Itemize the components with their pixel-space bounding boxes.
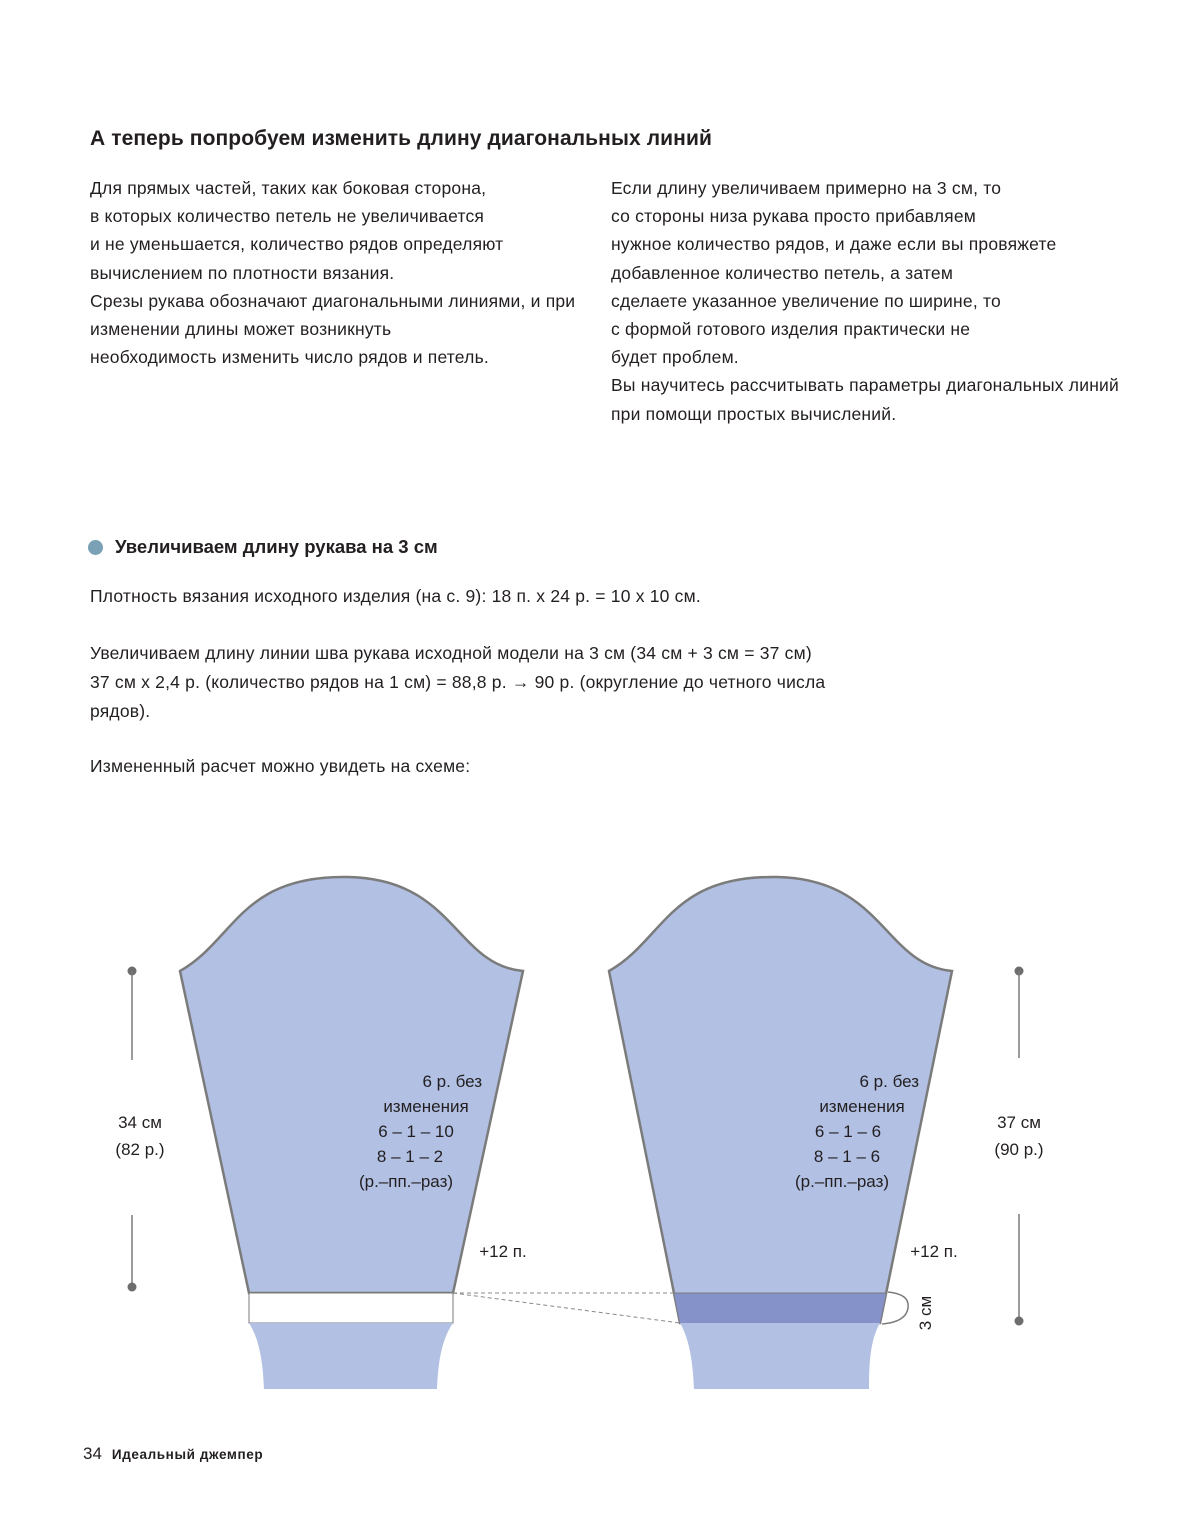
- dashed-connector: [453, 1293, 680, 1323]
- left-length-label: 34 см: [118, 1113, 162, 1132]
- right-note-line: 6 – 1 – 6: [814, 1122, 882, 1141]
- left-increase-label: +12 п.: [479, 1242, 527, 1261]
- right-increase-label: +12 п.: [910, 1242, 958, 1261]
- left-note-line: (р.–пп.–раз): [358, 1172, 454, 1191]
- gauge-line: Плотность вязания исходного изделия (на с. 9): 18 п. х 24 р. = 10 х 10 см.: [90, 586, 701, 606]
- left-note-line: изменения: [383, 1097, 469, 1116]
- left-sleeve-cuff: [249, 1323, 453, 1389]
- right-length-label: 37 см: [997, 1113, 1041, 1132]
- left-sleeve-gap: [249, 1293, 453, 1323]
- right-note-line: (р.–пп.–раз): [794, 1172, 890, 1191]
- intro-right-column: [611, 174, 1121, 428]
- right-rows-label: (90 р.): [994, 1140, 1044, 1159]
- subheading: [88, 536, 438, 558]
- bullet-icon: [88, 540, 103, 555]
- scheme-intro-line: Измененный расчет можно увидеть на схеме:: [90, 756, 471, 776]
- intro-right-paragraph: Если длину увеличиваем примерно на 3 см, то со стороны низа рукава просто прибавляем нужное количество рядов, и даже если вы провяжете добавленное количество петель, а затем сделаете указанное увеличение по ширине, то с формой готового изделия практически не будет проблем.: [611, 178, 1057, 368]
- right-note-line: 8 – 1 – 6: [813, 1147, 881, 1166]
- right-sleeve-cuff: [680, 1323, 880, 1389]
- sleeve-diagram: [0, 860, 1181, 1410]
- left-dimension-dot: [128, 1283, 137, 1292]
- calculation-lines: Увеличиваем длину линии шва рукава исходной модели на 3 см (34 см + 3 см = 37 см) 37 см х 2,4 р. (количество рядов на 1 см) = 88,8 р. → 90 р. (округление до четного числа рядов).: [90, 643, 826, 721]
- left-note-line: 6 – 1 – 10: [378, 1122, 454, 1141]
- right-dimension-dot: [1015, 1317, 1024, 1326]
- page-footer: [83, 1444, 263, 1464]
- left-note-line: 6 р. без: [422, 1072, 482, 1091]
- right-note-line: 6 р. без: [859, 1072, 919, 1091]
- subheading-text: Увеличиваем длину рукава на 3 см: [115, 536, 438, 557]
- book-title: Идеальный джемпер: [111, 1447, 264, 1462]
- right-note-line: изменения: [819, 1097, 905, 1116]
- intro-left-paragraph: Для прямых частей, таких как боковая сторона, в которых количество петель не увеличивается и не уменьшается, количество рядов определяют вычислением по плотности вязания.: [90, 178, 504, 283]
- added-length-label: 3 см: [916, 1295, 935, 1331]
- section-heading: А теперь попробуем изменить длину диагональных линий: [90, 127, 712, 150]
- intro-left-column: [90, 174, 590, 371]
- page-number: 34: [83, 1444, 102, 1463]
- left-note-line: 8 – 1 – 2: [376, 1147, 444, 1166]
- intro-left-paragraph: Срезы рукава обозначают диагональными линиями, и при изменении длины может возникнуть необходимость изменить число рядов и петель.: [90, 290, 576, 368]
- right-sleeve-added-band: [674, 1293, 886, 1323]
- intro-right-paragraph: Вы научитесь рассчитывать параметры диагональных линий при помощи простых вычислений.: [611, 375, 1120, 424]
- left-rows-label: (82 р.): [115, 1140, 165, 1159]
